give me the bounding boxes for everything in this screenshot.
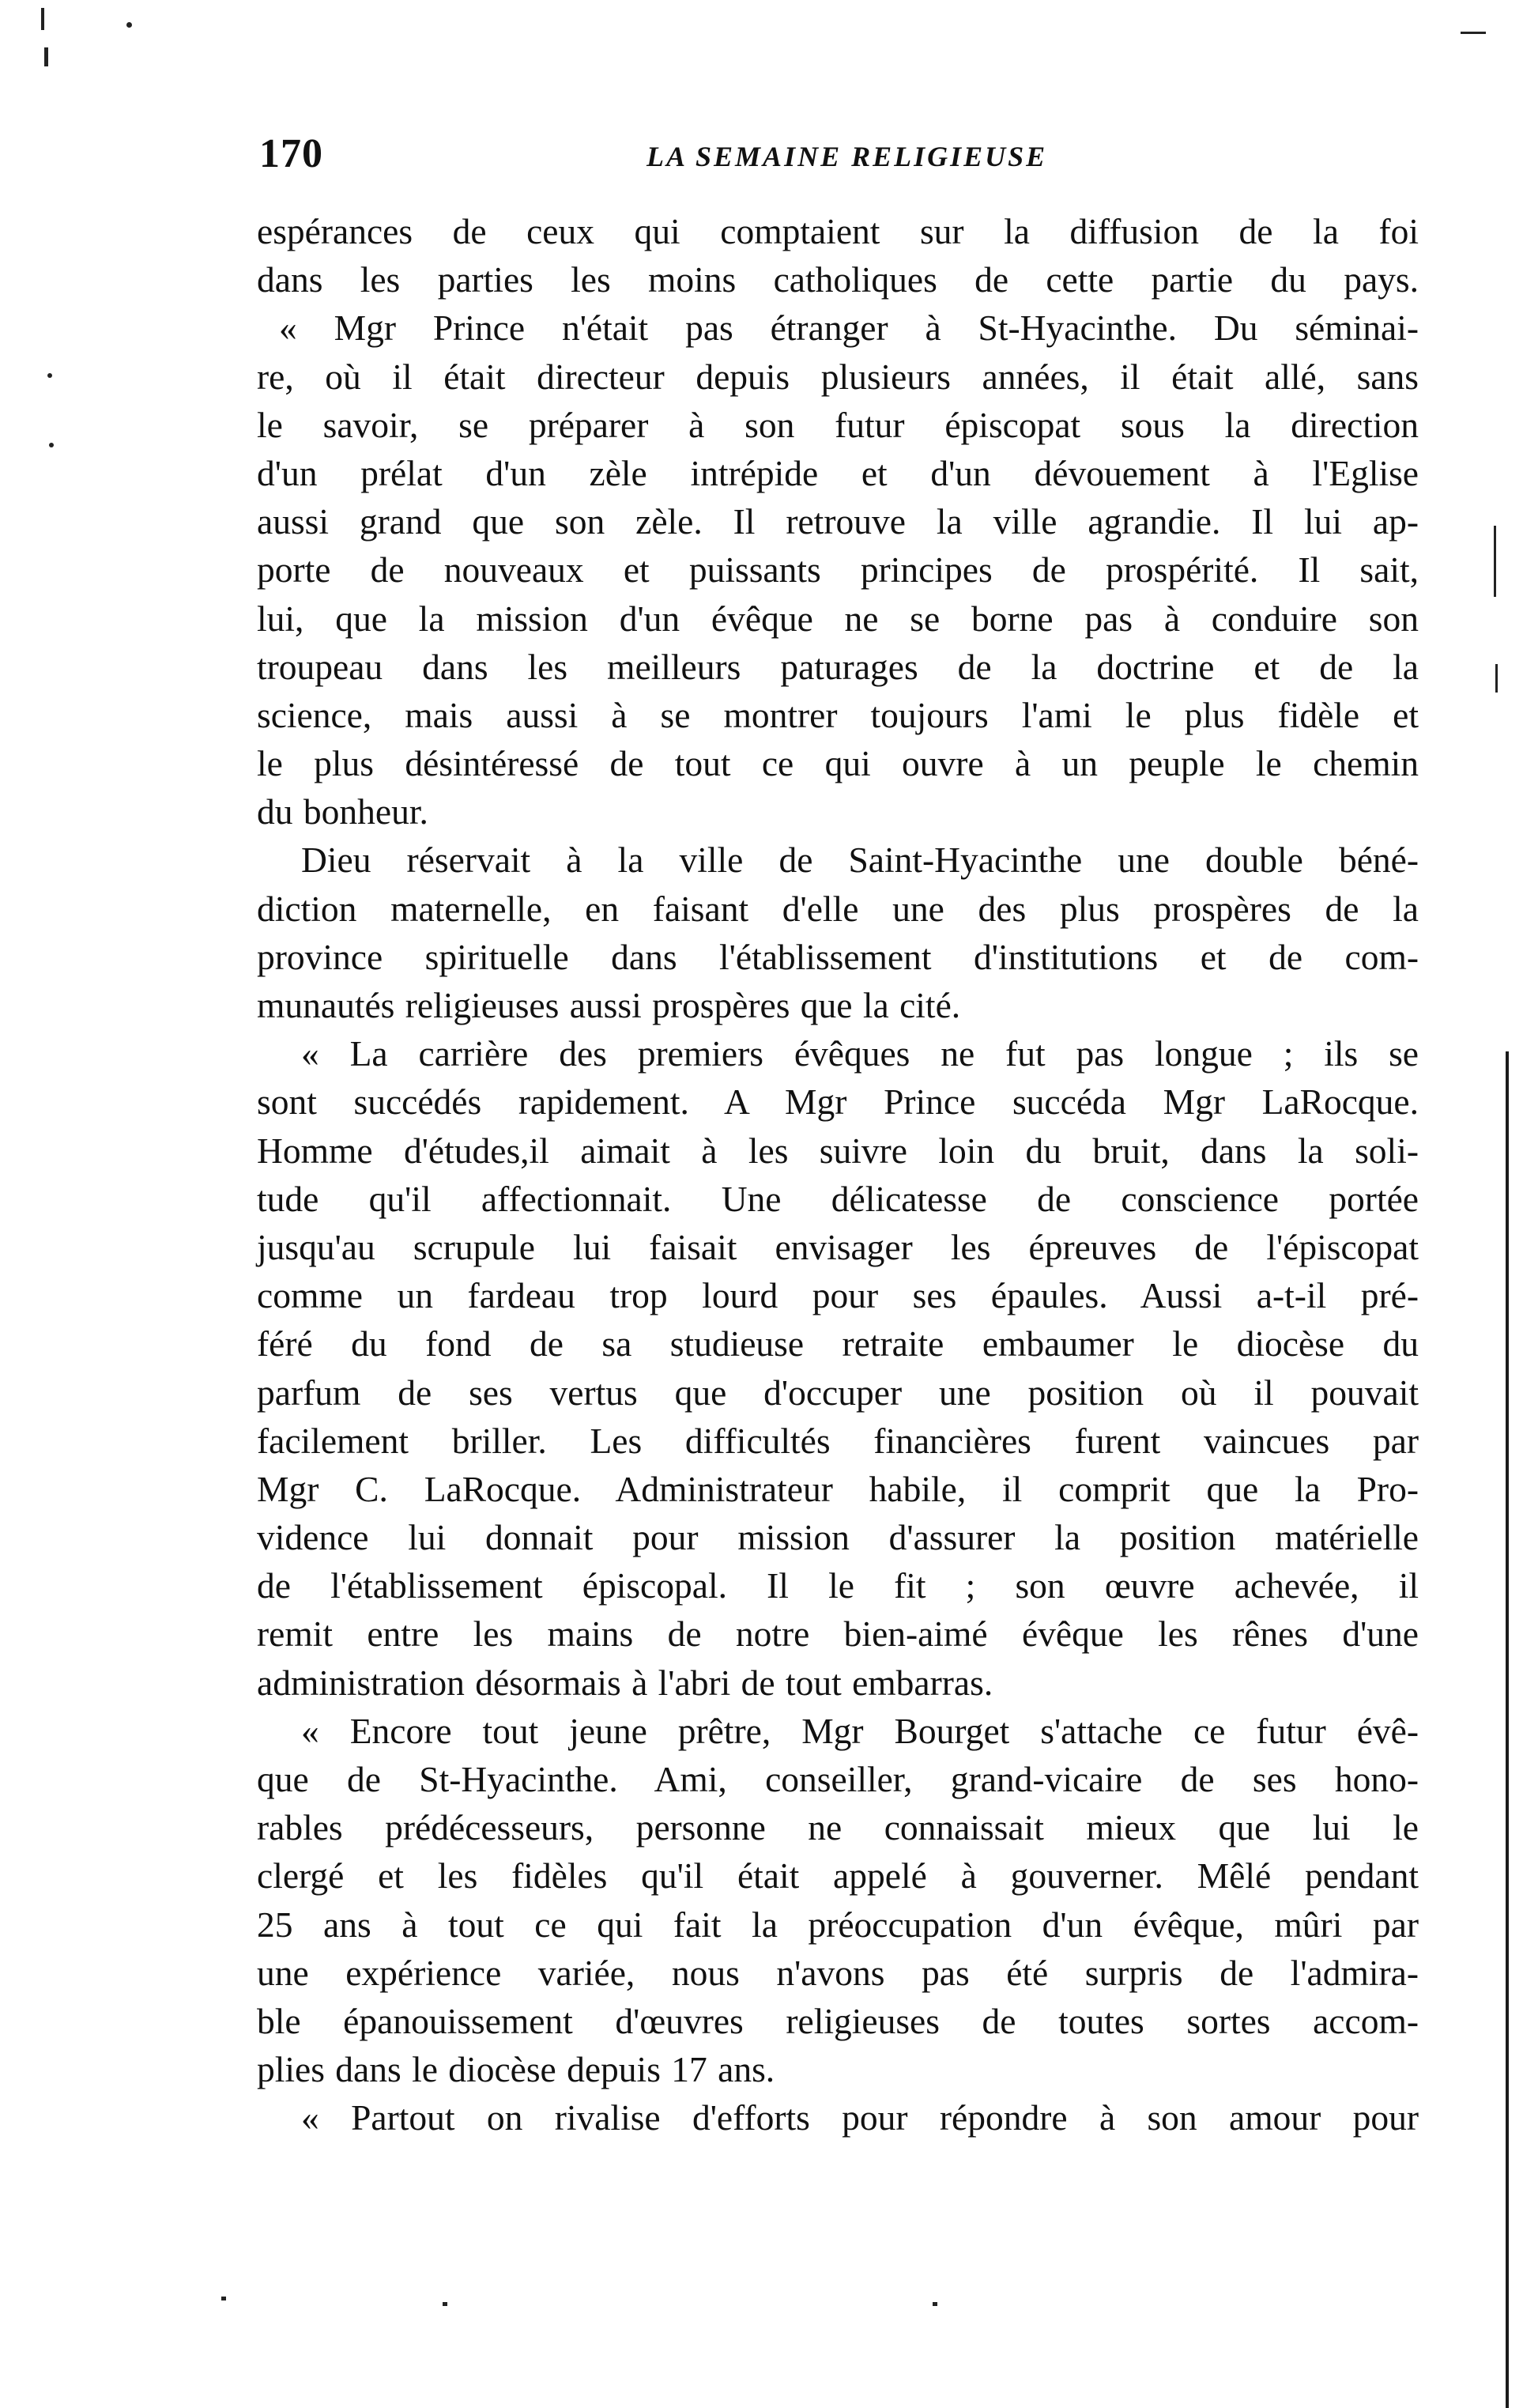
text-line: ble épanouissement d'œuvres religieuses de toutes sortes accom- — [257, 2000, 1419, 2041]
text-line: parfum de ses vertus que d'occuper une position où il pouvait — [257, 1372, 1419, 1413]
body-text — [257, 207, 1419, 2142]
page-number: 170 — [259, 131, 323, 176]
text-line: Dieu réservait à la ville de Saint-Hyacinthe une double béné- — [301, 840, 1419, 881]
text-line: administration désormais à l'abri de tout embarras. — [257, 1662, 993, 1703]
page-header — [259, 130, 1429, 186]
text-line: le plus désintéressé de tout ce qui ouvre à un peuple le chemin — [257, 743, 1419, 784]
text-line: munautés religieuses aussi prospères que la cité. — [257, 985, 961, 1025]
text-line: province spirituelle dans l'établissement d'institutions et de com- — [257, 936, 1419, 977]
text-line: du bonheur. — [257, 791, 428, 832]
text-line: 25 ans à tout ce qui fait la préoccupation d'un évêque, mûri par — [257, 1904, 1419, 1945]
text-line: aussi grand que son zèle. Il retrouve la ville agrandie. Il lui ap- — [257, 501, 1419, 542]
scan-speck — [1495, 664, 1498, 693]
text-line: le savoir, se préparer à son futur épiscopat sous la direction — [257, 404, 1419, 445]
text-line: féré du fond de sa studieuse retraite embaumer le diocèse du — [257, 1323, 1419, 1364]
text-line: facilement briller. Les difficultés financières furent vaincues par — [257, 1420, 1419, 1461]
text-line: Mgr C. LaRocque. Administrateur habile, il comprit que la Pro- — [257, 1468, 1419, 1509]
scan-speck — [44, 47, 48, 66]
scan-speck — [49, 443, 54, 447]
scan-speck — [47, 373, 52, 378]
scan-speck — [221, 2297, 226, 2300]
text-line: lui, que la mission d'un évêque ne se borne pas à conduire son — [257, 598, 1419, 639]
scan-speck — [126, 22, 132, 28]
text-line: de l'établissement épiscopal. Il le fit ; son œuvre achevée, il — [257, 1565, 1419, 1606]
text-line: dans les parties les moins catholiques de cette partie du pays. — [257, 259, 1419, 300]
scan-speck — [1461, 32, 1486, 34]
text-line: « Partout on rivalise d'efforts pour répondre à son amour pour — [301, 2097, 1419, 2138]
scan-speck — [41, 8, 44, 30]
text-line: « Mgr Prince n'était pas étranger à St-Hyacinthe. Du séminai- — [279, 308, 1419, 349]
text-line: que de St-Hyacinthe. Ami, conseiller, grand-vicaire de ses hono- — [257, 1759, 1419, 1799]
running-title: LA SEMAINE RELIGIEUSE — [647, 141, 1048, 172]
text-line: espérances de ceux qui comptaient sur la diffusion de la foi — [257, 211, 1419, 251]
text-line: tude qu'il affectionnait. Une délicatesse de conscience portée — [257, 1178, 1419, 1219]
text-line: porte de nouveaux et puissants principes de prospérité. Il sait, — [257, 549, 1419, 591]
scan-speck — [1494, 526, 1496, 597]
text-line: d'un prélat d'un zèle intrépide et d'un dévouement à l'Eglise — [257, 452, 1419, 493]
text-line: Homme d'études,il aimait à les suivre loin du bruit, dans la soli- — [257, 1130, 1419, 1171]
text-line: troupeau dans les meilleurs paturages de la doctrine et de la — [257, 646, 1419, 687]
text-line: comme un fardeau trop lourd pour ses épaules. Aussi a-t-il pré- — [257, 1275, 1419, 1316]
text-line: remit entre les mains de notre bien-aimé évêque les rênes d'une — [257, 1614, 1419, 1655]
text-line: plies dans le diocèse depuis 17 ans. — [257, 2049, 775, 2090]
text-line: science, mais aussi à se montrer toujours l'ami le plus fidèle et — [257, 694, 1419, 735]
scan-edge-rule — [1506, 1051, 1509, 2408]
text-line: « Encore tout jeune prêtre, Mgr Bourget s'attache ce futur évê- — [301, 1710, 1419, 1751]
text-line: rables prédécesseurs, personne ne connaissait mieux que lui le — [257, 1807, 1419, 1848]
scan-speck — [443, 2302, 447, 2306]
text-line: sont succédés rapidement. A Mgr Prince succéda Mgr LaRocque. — [257, 1081, 1419, 1123]
text-line: une expérience variée, nous n'avons pas été surpris de l'admira- — [257, 1952, 1419, 1993]
text-line: diction maternelle, en faisant d'elle une des plus prospères de la — [257, 888, 1419, 929]
text-line: « La carrière des premiers évêques ne fut pas longue ; ils se — [301, 1033, 1419, 1074]
scan-speck — [933, 2302, 937, 2306]
text-line: vidence lui donnait pour mission d'assurer la position matérielle — [257, 1517, 1419, 1558]
text-line: jusqu'au scrupule lui faisait envisager les épreuves de l'épiscopat — [257, 1226, 1419, 1267]
text-line: re, où il était directeur depuis plusieurs années, il était allé, sans — [257, 356, 1419, 397]
text-line: clergé et les fidèles qu'il était appelé à gouverner. Mêlé pendant — [257, 1855, 1419, 1897]
